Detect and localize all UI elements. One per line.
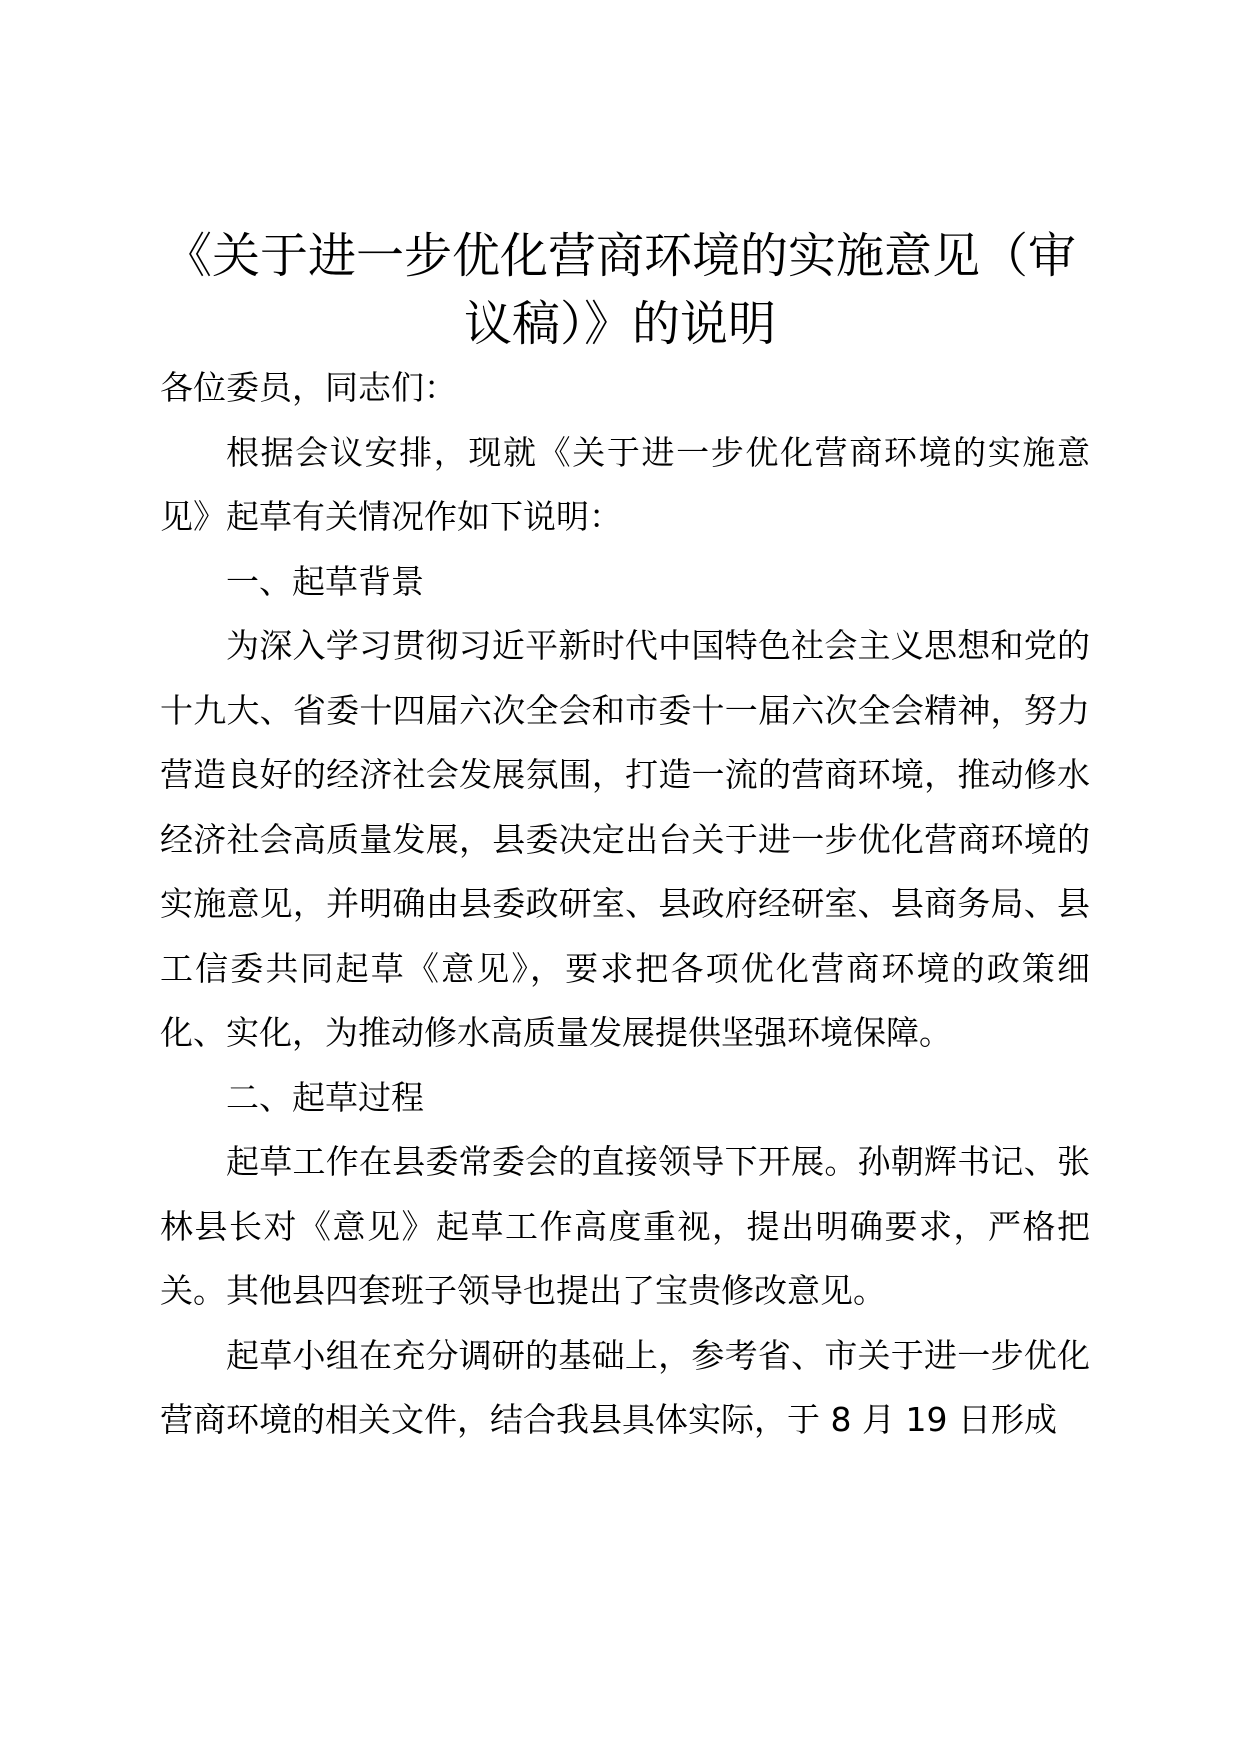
intro-paragraph: 根据会议安排，现就《关于进一步优化营商环境的实施意见》起草有关情况作如下说明： xyxy=(160,432,1090,536)
document-body xyxy=(160,356,1090,1453)
document-title: 《关于进一步优化营商环境的实施意见（审议稿）》的说明 xyxy=(163,228,1076,352)
process-paragraph-1: 起草工作在县委常委会的直接领导下开展。孙朝辉书记、张林县长对《意见》起草工作高度重视，提出明确要求，严格把关。其他县四套班子领导也提出了宝贵修改意见。 xyxy=(160,1142,1090,1310)
background-paragraph: 为深入学习贯彻习近平新时代中国特色社会主义思想和党的十九大、省委十四届六次全会和市委十一届六次全会精神，努力营造良好的经济社会发展氛围，打造一流的营商环境，推动修水经济社会高质量发展，县委决定出台关于进一步优化营商环境的实施意见，并明确由县委政研室、县政府经研室、县商务局、县工信委共同起草《意见》，要求把各项优化营商环境的政策细化、实化，为推动修水高质量发展提供坚强环境保障。 xyxy=(160,626,1090,1052)
process-paragraph-2: 起草小组在充分调研的基础上，参考省、市关于进一步优化营商环境的相关文件，结合我县具体实际，于 8 月 19 日形成 xyxy=(160,1335,1090,1439)
section-heading-process: 二、起草过程 xyxy=(226,1077,424,1117)
salutation: 各位委员，同志们： xyxy=(160,368,457,407)
section-heading-background: 一、起草背景 xyxy=(226,561,424,601)
